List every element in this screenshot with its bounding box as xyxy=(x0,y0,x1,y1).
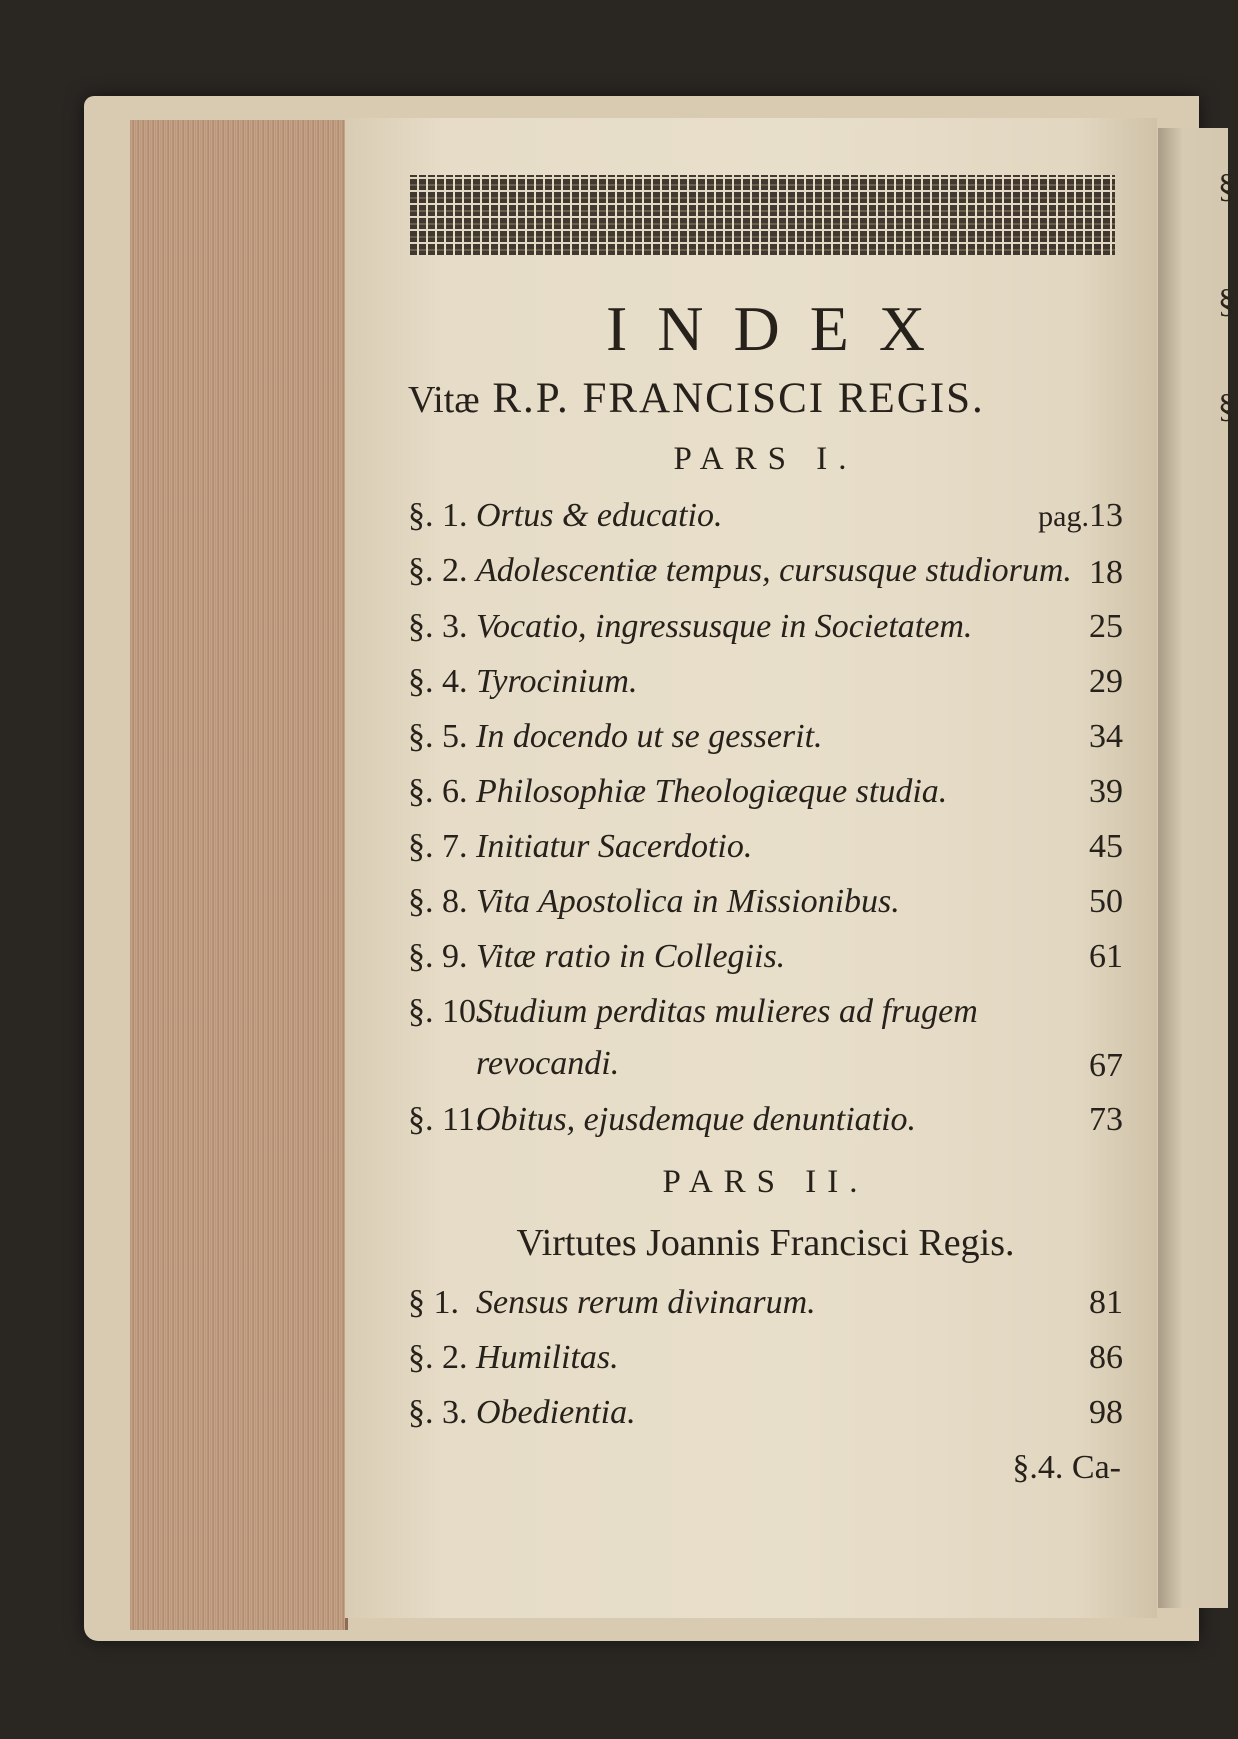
part-2-heading: PARS II. xyxy=(662,1164,869,1200)
entry-title: In docendo ut se gesserit. xyxy=(476,718,823,755)
page-number: 13 xyxy=(1089,497,1123,534)
entry-title: Vocatio, ingressusque in Societatem. xyxy=(476,608,973,645)
part-2-subtitle: Virtutes Joannis Francisci Regis. xyxy=(516,1222,1015,1264)
facing-page-edge xyxy=(1158,128,1228,1608)
index-entry xyxy=(408,709,1123,764)
entry-number: §. 11. xyxy=(408,1101,484,1138)
entry-number: § 1. xyxy=(408,1284,459,1321)
index-entry xyxy=(408,1092,1123,1147)
index-entry xyxy=(408,488,1123,543)
entry-page: 98 xyxy=(1089,1394,1123,1431)
entry-number: §. 3. xyxy=(408,1394,468,1431)
index-entry xyxy=(408,929,1123,984)
entry-title: Philosophiæ Theologiæque studia. xyxy=(476,773,948,810)
entry-number: §. 4. xyxy=(408,663,468,700)
entry-title: Obitus, ejusdemque denuntiatio. xyxy=(476,1101,917,1138)
index-entry xyxy=(408,599,1123,654)
entry-page: 73 xyxy=(1089,1101,1123,1138)
index-text xyxy=(408,290,1123,1496)
entry-title: Vita Apostolica in Missionibus. xyxy=(476,883,900,920)
entry-page: 50 xyxy=(1089,883,1123,920)
entry-title: Sensus rerum divinarum. xyxy=(476,1284,816,1321)
index-entry xyxy=(408,874,1123,929)
entry-title: Tyrocinium. xyxy=(476,663,638,700)
facing-page-mark: § xyxy=(1218,283,1235,320)
catchword: §.4. Ca- xyxy=(1012,1449,1121,1486)
entry-title: Ortus & educatio. xyxy=(476,497,723,534)
index-entry xyxy=(408,1275,1123,1330)
entry-number: §. 3. xyxy=(408,608,468,645)
entry-page: 67 xyxy=(1089,1047,1123,1084)
entry-number: §. 2. xyxy=(408,552,468,589)
entry-page: 29 xyxy=(1089,663,1123,700)
facing-page-mark: § xyxy=(1218,388,1235,425)
entry-title: Initiatur Sacerdotio. xyxy=(476,828,753,865)
index-entry xyxy=(408,1385,1123,1440)
entry-page: 39 xyxy=(1089,773,1123,810)
index-entry xyxy=(408,764,1123,819)
page-edges xyxy=(130,120,348,1630)
entry-page: 61 xyxy=(1089,938,1123,975)
index-entry xyxy=(408,543,1123,599)
entry-number: §. 6. xyxy=(408,773,468,810)
entry-page: 81 xyxy=(1089,1284,1123,1321)
page-title: INDEX xyxy=(605,293,956,364)
entry-number: §. 5. xyxy=(408,718,468,755)
entry-number: §. 8. xyxy=(408,883,468,920)
index-entry xyxy=(408,984,1123,1092)
entry-title: Adolescentiæ tempus, cursusque studiorum. xyxy=(476,552,1072,589)
entry-page: 86 xyxy=(1089,1339,1123,1376)
entry-title: Obedientia. xyxy=(476,1394,636,1431)
entry-number: §. 1. xyxy=(408,497,468,534)
entry-number: §. 10. xyxy=(408,993,485,1030)
entry-page: 34 xyxy=(1089,718,1123,755)
facing-page-mark: § xyxy=(1218,168,1235,205)
index-entry xyxy=(408,819,1123,874)
decorative-header-band xyxy=(410,175,1115,255)
entry-number: §. 2. xyxy=(408,1339,468,1376)
subtitle-name: R.P. FRANCISCI REGIS. xyxy=(492,375,985,422)
entry-page xyxy=(1038,488,1123,544)
page-prefix: pag. xyxy=(1038,500,1089,533)
entry-title: Vitæ ratio in Collegiis. xyxy=(476,938,786,975)
entry-number: §. 7. xyxy=(408,828,468,865)
index-entry xyxy=(408,1330,1123,1385)
entry-title: Humilitas. xyxy=(476,1339,619,1376)
entry-page: 25 xyxy=(1089,608,1123,645)
entry-number: §. 9. xyxy=(408,938,468,975)
entry-title: Studium perditas mulieres ad frugem revocandi. xyxy=(476,993,978,1082)
index-entry xyxy=(408,654,1123,709)
entry-page: 18 xyxy=(1089,554,1123,591)
subtitle-vitae: Vitæ xyxy=(408,379,480,421)
entry-page: 45 xyxy=(1089,828,1123,865)
index-subtitle xyxy=(408,368,1123,430)
part-1-heading: PARS I. xyxy=(673,441,858,477)
